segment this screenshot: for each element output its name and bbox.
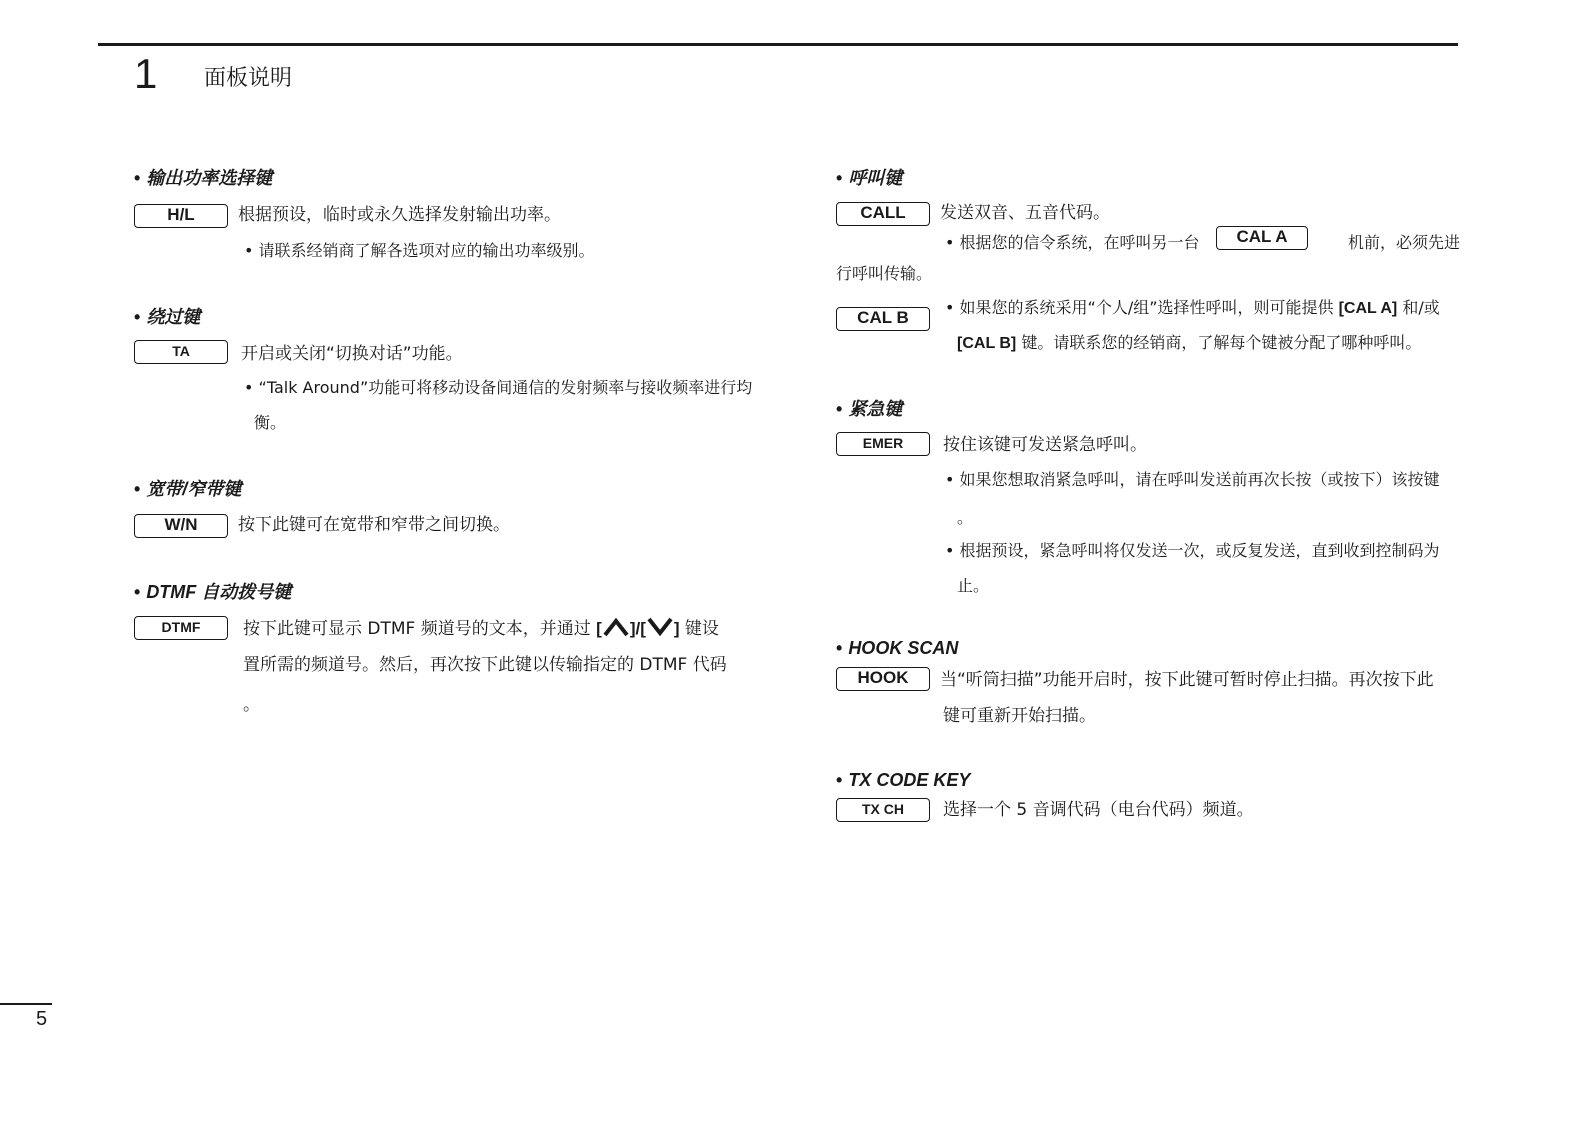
dtmf-key-label: DTMF — [134, 616, 228, 640]
down-chevron-icon — [646, 616, 674, 645]
cal-b-key-label: CAL B — [836, 307, 930, 331]
section-heading-dtmf: • DTMF 自动拨号键 — [134, 582, 292, 602]
emer-note1-line2: 。 — [957, 508, 974, 527]
wn-key-label: W/N — [134, 514, 228, 538]
wn-description: 按下此键可在宽带和窄带之间切换。 — [238, 515, 510, 535]
ta-description: 开启或关闭“切换对话”功能。 — [241, 344, 463, 364]
up-chevron-icon — [602, 616, 630, 645]
txch-description: 选择一个 5 音调代码（电台代码）频道。 — [943, 800, 1254, 820]
call-note2-line2: [CAL B] 键。请联系您的经销商，了解每个键被分配了哪种呼叫。 — [957, 333, 1422, 352]
call-note2-line1: • 如果您的系统采用“个人/组”选择性呼叫，则可能提供 [CAL A] 和/或 — [945, 298, 1440, 317]
ta-note-line2: 衡。 — [254, 413, 287, 432]
hl-description: 根据预设，临时或永久选择发射输出功率。 — [238, 205, 561, 225]
section-heading-ta: • 绕过键 — [134, 307, 201, 327]
section-heading-hook: • HOOK SCAN — [836, 638, 959, 658]
txch-key-label: TX CH — [836, 798, 930, 822]
section-heading-wn: • 宽带/窄带键 — [134, 479, 242, 499]
hl-key-label: H/L — [134, 204, 228, 228]
hl-note: • 请联系经销商了解各选项对应的输出功率级别。 — [244, 241, 595, 260]
cal-a-inline-key-label: CAL A — [1216, 226, 1308, 250]
call-note1-line2: 行呼叫传输。 — [836, 264, 933, 283]
hook-description-line2: 键可重新开始扫描。 — [943, 706, 1096, 726]
section-heading-call: • 呼叫键 — [836, 168, 903, 188]
hook-description-line1: 当“听筒扫描”功能开启时，按下此键可暂时停止扫描。再次按下此 — [940, 670, 1434, 690]
bracket-slash: ]/[ — [629, 619, 646, 638]
emer-note1: • 如果您想取消紧急呼叫，请在呼叫发送前再次长按（或按下）该按键 — [945, 470, 1440, 489]
emer-description: 按住该键可发送紧急呼叫。 — [943, 435, 1147, 455]
bracket-close: ] — [673, 619, 680, 638]
hook-key-label: HOOK — [836, 667, 930, 691]
call-note1-part1: • 根据您的信令系统，在呼叫另一台 — [945, 233, 1200, 252]
ta-note-line1: • “Talk Around”功能可将移动设备间通信的发射频率与接收频率进行均 — [244, 378, 753, 397]
call-description: 发送双音、五音代码。 — [940, 203, 1110, 223]
page-number: 5 — [36, 1008, 48, 1030]
call-note1-part2: 机前，必须先进 — [1348, 233, 1461, 252]
call-key-label: CALL — [836, 202, 930, 226]
bracket-open: [ — [596, 619, 602, 638]
top-rule — [98, 43, 1458, 46]
dtmf-description-line1: 按下此键可显示 DTMF 频道号的文本，并通过 [ ]/[ ] 键设 — [243, 616, 719, 645]
dtmf-description-line2: 置所需的频道号。然后，再次按下此键以传输指定的 DTMF 代码 — [243, 655, 727, 675]
section-heading-power: • 输出功率选择键 — [134, 168, 273, 188]
emer-note2: • 根据预设，紧急呼叫将仅发送一次，或反复发送，直到收到控制码为 — [945, 541, 1440, 560]
emer-key-label: EMER — [836, 432, 930, 456]
section-heading-txch: • TX CODE KEY — [836, 770, 971, 790]
ta-key-label: TA — [134, 340, 228, 364]
chapter-title: 面板说明 — [204, 66, 293, 91]
section-heading-emer: • 紧急键 — [836, 399, 903, 419]
emer-note2-line2: 止。 — [957, 576, 990, 595]
dtmf-description-line3: 。 — [243, 695, 260, 715]
chapter-number: 1 — [134, 50, 158, 97]
page-number-rule — [0, 1003, 52, 1005]
